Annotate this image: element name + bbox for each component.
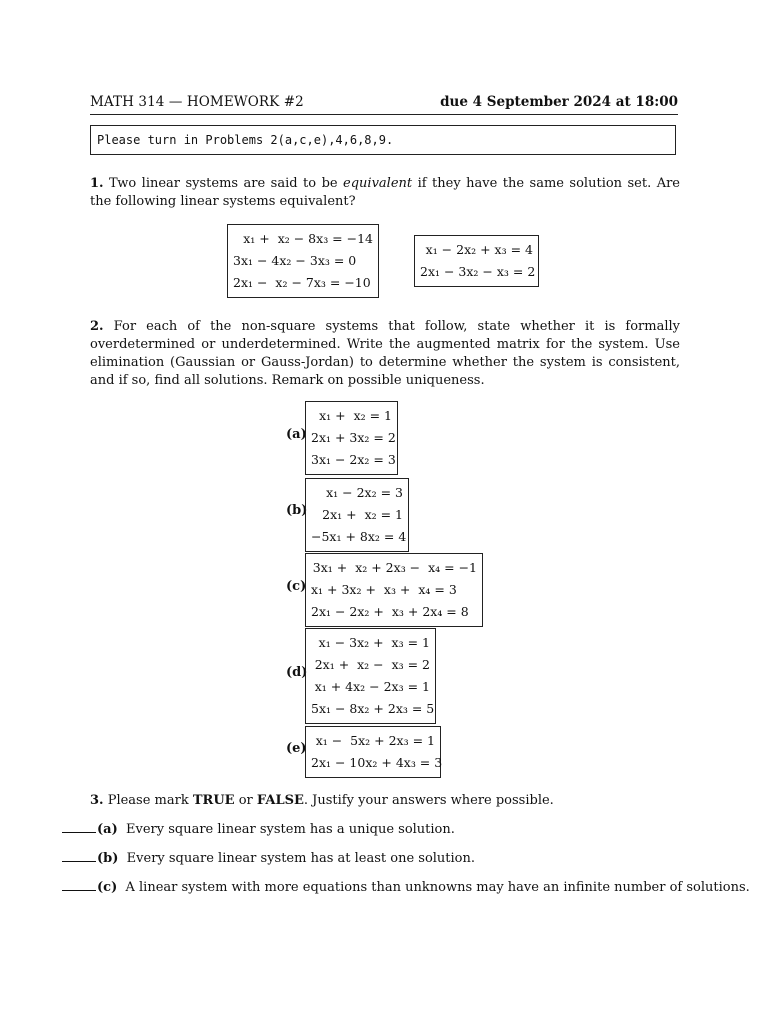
equation: 2x₁ + x₂ − x₃ = 2: [314, 657, 430, 672]
tf-item-b: [62, 849, 475, 866]
problem-2-text: [90, 318, 680, 390]
equation: x₁ − 2x₂ = 3: [326, 485, 403, 500]
equation: 2x₁ + x₂ = 1: [322, 507, 403, 522]
tf-statement: A linear system with more equations than unknowns may have an infinite number of solutions.: [125, 880, 750, 895]
equation: x₁ + 4x₂ − 2x₃ = 1: [314, 679, 430, 694]
problem-1-text-before: Two linear systems are said to be: [103, 176, 344, 191]
problem-1-system-b: [414, 235, 539, 287]
system-a: [305, 401, 398, 475]
answer-blank[interactable]: [62, 820, 96, 833]
answer-blank[interactable]: [62, 878, 96, 891]
problem-1-text-after: if they have the same solution set. Are the following linear systems equivalent?: [90, 176, 680, 209]
true-word: TRUE: [192, 793, 235, 808]
equation: x₁ − 2x₂ + x₃ = 4: [425, 242, 533, 257]
system-c: [305, 553, 483, 627]
equation: 2x₁ − x₂ − 7x₃ = −10: [233, 275, 371, 290]
problem-1-text: [90, 175, 680, 211]
false-word: FALSE: [256, 793, 304, 808]
equation: 3x₁ + x₂ + 2x₃ − x₄ = −1: [312, 560, 477, 575]
system-a-label: (a): [286, 427, 307, 442]
problem-3-text-after: . Justify your answers where possible.: [303, 793, 554, 808]
equation: x₁ − 5x₂ + 2x₃ = 1: [315, 733, 435, 748]
system-d: [305, 628, 436, 724]
equation: −5x₁ + 8x₂ = 4: [311, 529, 407, 544]
tf-label: (a): [97, 822, 118, 837]
answer-blank[interactable]: [62, 849, 96, 862]
tf-label: (b): [97, 851, 119, 866]
equation: x₁ + x₂ − 8x₃ = −14: [243, 231, 373, 246]
equation: 2x₁ − 10x₂ + 4x₃ = 3: [311, 755, 443, 770]
equation: 3x₁ − 2x₂ = 3: [311, 452, 396, 467]
system-e: [305, 726, 441, 778]
equation: 3x₁ − 4x₂ − 3x₃ = 0: [233, 253, 357, 268]
system-e-label: (e): [286, 741, 307, 756]
tf-item-c: [62, 878, 750, 895]
problem-3-text-before: Please mark: [103, 793, 193, 808]
header-rule: [90, 114, 678, 115]
equation: x₁ + x₂ = 1: [319, 408, 392, 423]
problem-1-emph: equivalent: [343, 176, 413, 191]
problem-1-number: 1.: [90, 176, 104, 191]
due-date: due 4 September 2024 at 18:00: [440, 94, 678, 110]
problem-3-number: 3.: [90, 793, 104, 808]
equation: x₁ + 3x₂ + x₃ + x₄ = 3: [311, 582, 457, 597]
tf-item-a: [62, 820, 455, 837]
equation: x₁ − 3x₂ + x₃ = 1: [318, 635, 430, 650]
system-b: [305, 478, 409, 552]
system-c-label: (c): [286, 579, 307, 594]
tf-statement: Every square linear system has a unique solution.: [126, 822, 455, 837]
system-b-label: (b): [286, 503, 308, 518]
or-word: or: [234, 793, 257, 808]
tf-label: (c): [97, 880, 118, 895]
problem-1-system-a: [227, 224, 379, 298]
equation: 2x₁ − 2x₂ + x₃ + 2x₄ = 8: [311, 604, 469, 619]
equation: 2x₁ − 3x₂ − x₃ = 2: [420, 264, 536, 279]
course-title: MATH 314 — HOMEWORK #2: [90, 94, 304, 110]
tf-statement: Every square linear system has at least one solution.: [126, 851, 476, 866]
system-d-label: (d): [286, 665, 308, 680]
problem-2-number: 2.: [90, 319, 104, 334]
equation: 2x₁ + 3x₂ = 2: [311, 430, 396, 445]
problem-3-text: [90, 792, 680, 810]
problem-2-body: For each of the non-square systems that follow, state whether it is formally overdetermined or underdetermined. Write the augmented matrix for the system. Use elimination (Gaussian or Gauss-Jordan) to determine whether the system is consistent, and if so, find all solutions. Remark on possible uniqueness.: [90, 319, 680, 388]
equation: 5x₁ − 8x₂ + 2x₃ = 5: [311, 701, 435, 716]
turn-in-notice: Please turn in Problems 2(a,c,e),4,6,8,9.: [90, 125, 676, 155]
